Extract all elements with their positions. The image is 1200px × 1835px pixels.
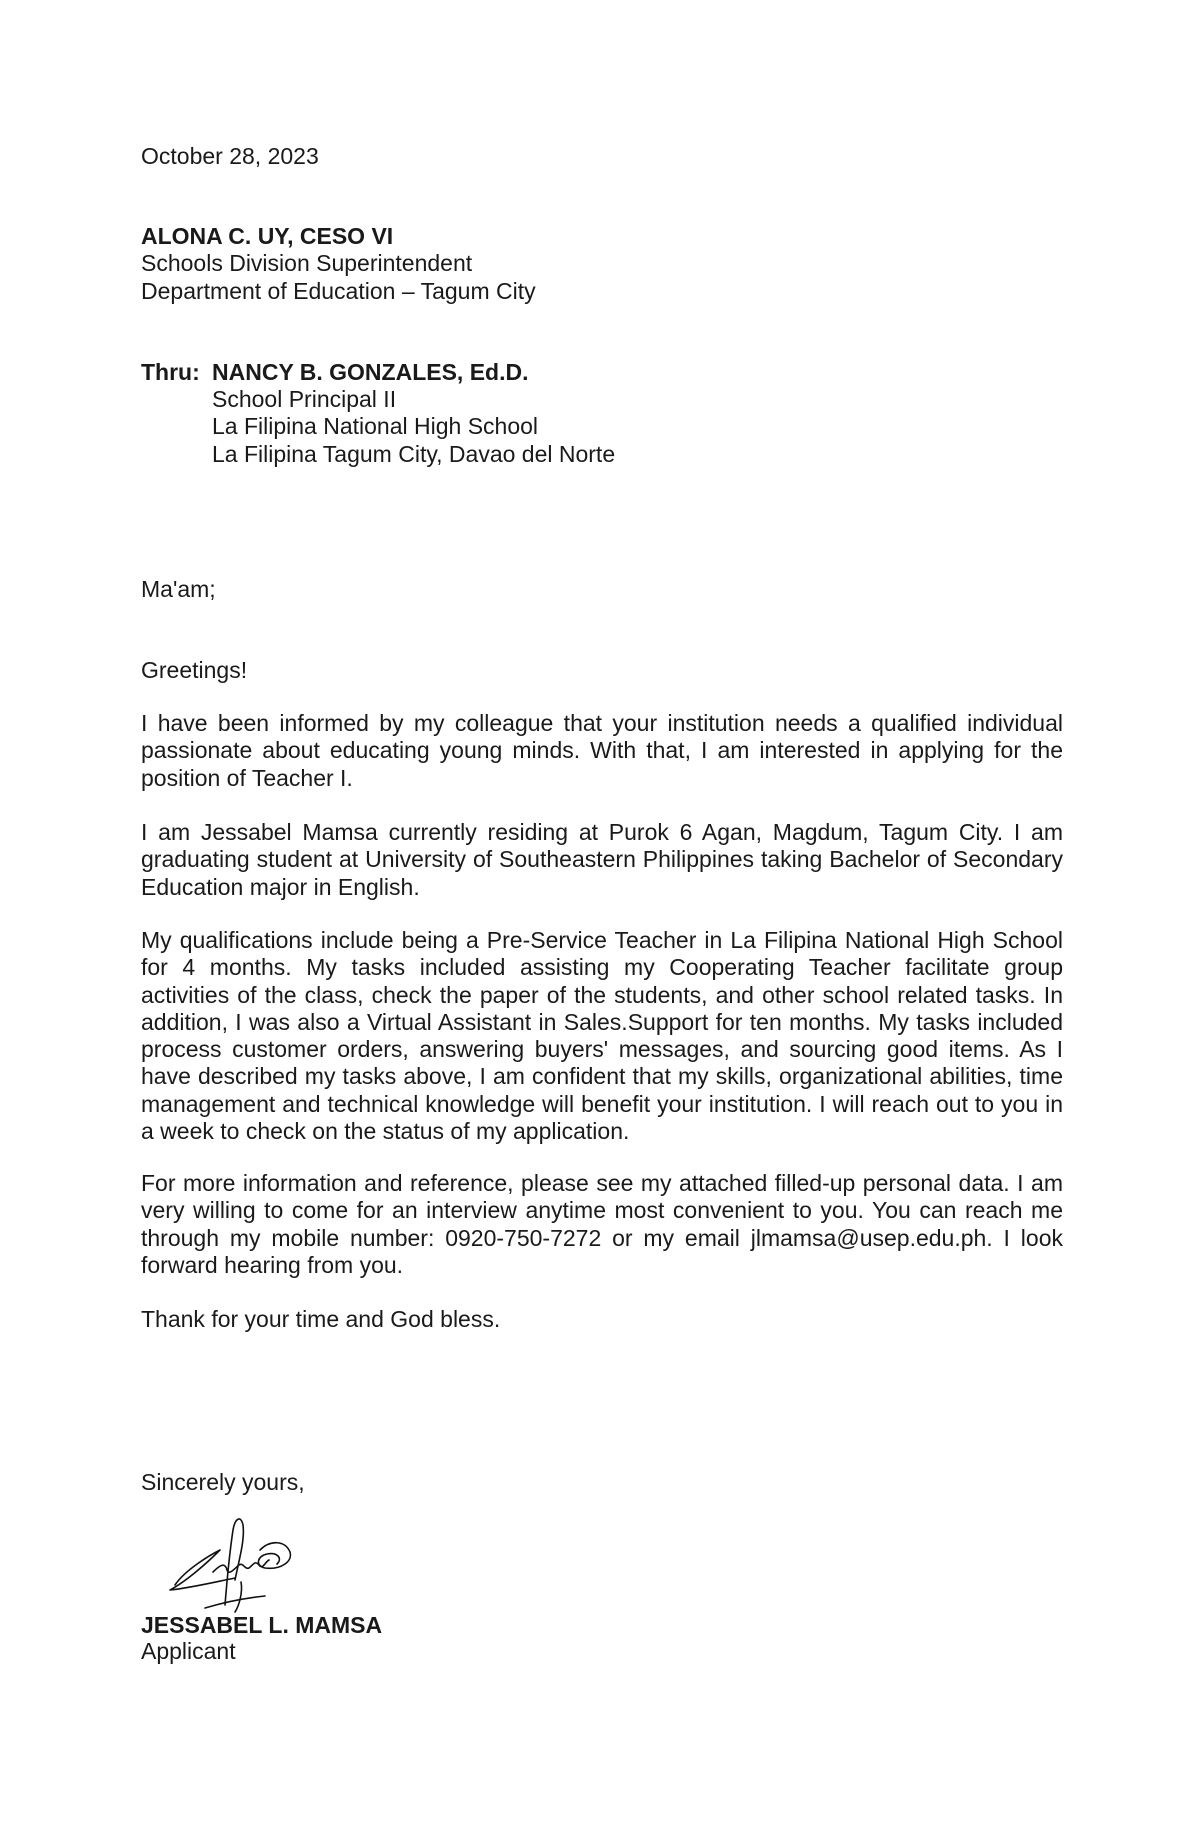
signatory-name: JESSABEL L. MAMSA (141, 1612, 383, 1638)
thanks-line: Thank for your time and God bless. (141, 1306, 501, 1332)
letter-date: October 28, 2023 (141, 143, 319, 169)
closing: Sincerely yours, (141, 1469, 305, 1495)
thru-title: School Principal II (212, 386, 397, 412)
thru-name: NANCY B. GONZALES, Ed.D. (212, 359, 529, 385)
recipient-title: Schools Division Superintendent (141, 250, 473, 276)
handwritten-signature (165, 1510, 325, 1620)
thru-label: Thru: (141, 359, 200, 385)
thru-address: La Filipina Tagum City, Davao del Norte (212, 441, 616, 467)
paragraph-3: My qualifications include being a Pre-Service Teacher in La Filipina National High School for 4 months. My tasks included assisting my Cooperating Teacher facilitate group activities of the class, check the paper of the students, and other school related tasks. In addition, I was also a Virtual Assistant in Sales.Support for ten months. My tasks included process customer orders, answering buyers' messages, and sourcing good items. As I have described my tasks above, I am confident that my skills, organizational abilities, time management and technical knowledge will benefit your institution. I will reach out to you in a week to check on the status of my application. (141, 927, 1063, 1145)
thru-school: La Filipina National High School (212, 413, 539, 439)
recipient-office: Department of Education – Tagum City (141, 278, 536, 304)
paragraph-1: I have been informed by my colleague that your institution needs a qualified individual passionate about educating young minds. With that, I am interested in applying for the position of Teacher I. (141, 710, 1063, 791)
paragraph-2: I am Jessabel Mamsa currently residing at Purok 6 Agan, Magdum, Tagum City. I am graduating student at University of Southeastern Philippines taking Bachelor of Secondary Education major in English. (141, 819, 1063, 900)
paragraph-4: For more information and reference, please see my attached filled-up personal data. I am very willing to come for an interview anytime most convenient to you. You can reach me through my mobile number: 0920-750-7272 or my email jlmamsa@usep.edu.ph. I look forward hearing from you. (141, 1170, 1063, 1278)
signatory-role: Applicant (141, 1638, 236, 1664)
recipient-name: ALONA C. UY, CESO VI (141, 223, 394, 249)
greeting: Greetings! (141, 657, 248, 683)
salutation: Ma'am; (141, 576, 216, 602)
